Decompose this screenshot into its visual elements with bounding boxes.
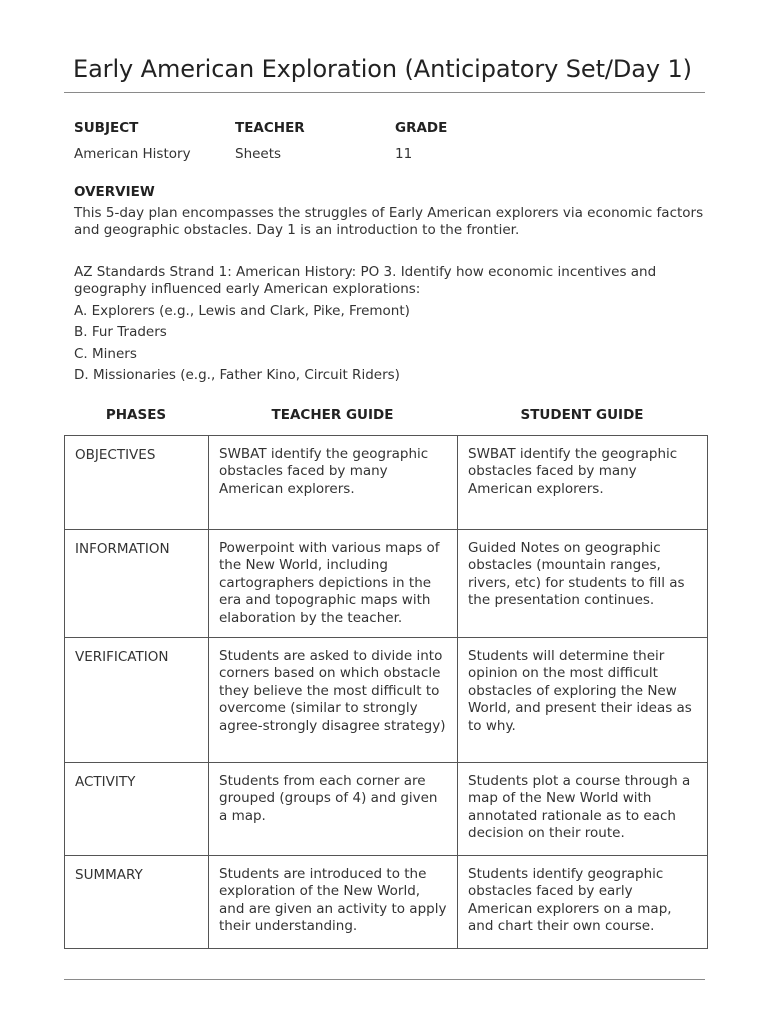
table-row: [65, 530, 708, 638]
table-row: [65, 856, 708, 949]
overview-text: This 5-day plan encompasses the struggles of Early American explorers via economic factors and geographic obstacles. Day 1 is an introduction to the frontier.: [74, 205, 704, 238]
teacher-guide-cell: Students from each corner are grouped (groups of 4) and given a map.: [209, 763, 458, 856]
page-title: Early American Exploration (Anticipatory Set/Day 1): [73, 55, 692, 83]
student-guide-cell: SWBAT identify the geographic obstacles faced by many American explorers.: [458, 436, 708, 530]
subject-value: American History: [74, 146, 191, 162]
footer-divider: [64, 979, 705, 980]
header-student-guide: STUDENT GUIDE: [520, 407, 644, 423]
teacher-block: [235, 120, 305, 162]
phase-cell: INFORMATION: [65, 530, 209, 638]
teacher-value: Sheets: [235, 146, 282, 162]
student-guide-cell: Students will determine their opinion on the most difficult obstacles of exploring the New World, and present their ideas as to why.: [458, 638, 708, 763]
phases-table: [64, 435, 708, 949]
teacher-label: TEACHER: [235, 120, 305, 136]
grade-block: [395, 120, 447, 162]
phase-cell: SUMMARY: [65, 856, 209, 949]
grade-label: GRADE: [395, 120, 448, 136]
list-item: D. Missionaries (e.g., Father Kino, Circuit Riders): [74, 366, 400, 383]
teacher-guide-cell: Students are asked to divide into corners based on which obstacle they believe the most difficult to overcome (similar to strongly agree-strongly disagree strategy): [209, 638, 458, 763]
list-item: A. Explorers (e.g., Lewis and Clark, Pike, Fremont): [74, 303, 410, 319]
student-guide-cell: Students plot a course through a map of the New World with annotated rationale as to each decision on their route.: [458, 763, 708, 856]
teacher-guide-cell: Students are introduced to the exploration of the New World, and are given an activity to apply their understanding.: [209, 856, 458, 949]
table-row: [65, 763, 708, 856]
subject-block: [74, 120, 191, 162]
phase-cell: VERIFICATION: [65, 638, 209, 763]
list-item: B. Fur Traders: [74, 324, 167, 341]
phase-cell: OBJECTIVES: [65, 436, 209, 530]
header-phases: PHASES: [105, 407, 167, 423]
header-teacher-guide: TEACHER GUIDE: [271, 407, 394, 423]
subject-label: SUBJECT: [74, 120, 139, 136]
list-item: C. Miners: [74, 345, 137, 362]
phase-cell: ACTIVITY: [65, 763, 209, 856]
title-divider: [64, 92, 705, 93]
table-row: [65, 638, 708, 763]
overview-heading: OVERVIEW: [74, 184, 155, 200]
grade-value: 11: [395, 146, 413, 162]
table-row: [65, 436, 708, 530]
student-guide-cell: Guided Notes on geographic obstacles (mountain ranges, rivers, etc) for students to fill as the presentation continues.: [458, 530, 708, 638]
student-guide-cell: Students identify geographic obstacles faced by early American explorers on a map, and chart their own course.: [458, 856, 708, 949]
standards-list: [74, 303, 410, 388]
teacher-guide-cell: Powerpoint with various maps of the New World, including cartographers depictions in the era and topographic maps with elaboration by the teacher.: [209, 530, 458, 638]
standards-text: AZ Standards Strand 1: American History: PO 3. Identify how economic incentives and geography influenced early American explorations:: [74, 264, 657, 297]
teacher-guide-cell: SWBAT identify the geographic obstacles faced by many American explorers.: [209, 436, 458, 530]
